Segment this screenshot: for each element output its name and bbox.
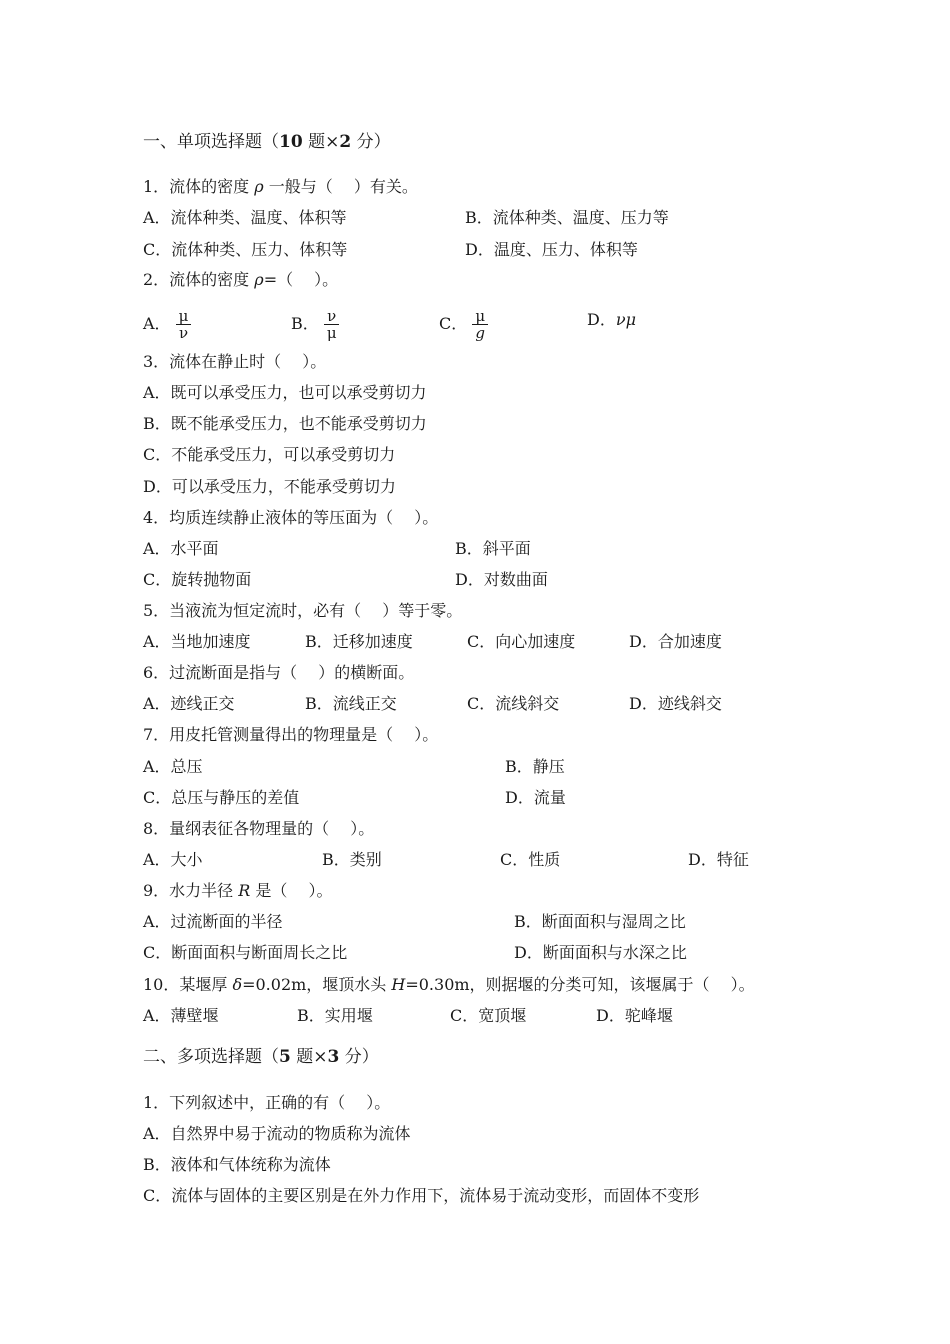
question-7-option-b: B．静压 [505, 757, 565, 776]
question-5-stem: 5．当液流为恒定流时，必有（ ）等于零。 [143, 601, 463, 620]
multi-question-1-option-b: B．液体和气体统称为流体 [143, 1155, 331, 1174]
question-8-stem: 8．量纲表征各物理量的（ ）。 [143, 819, 375, 838]
question-10-option-d: D．驼峰堰 [596, 1006, 673, 1025]
question-6-option-b: B．流线正交 [305, 694, 397, 713]
question-9-option-b: B．断面面积与湿周之比 [514, 912, 686, 931]
question-3-option-d: D．可以承受压力，不能承受剪切力 [143, 477, 396, 496]
question-5-option-d: D．合加速度 [629, 632, 722, 651]
section-1-title: 一、单项选择题（10 题×2 分） [143, 132, 391, 152]
question-6-option-d: D．迹线斜交 [629, 694, 722, 713]
question-8-option-b: B．类别 [322, 850, 382, 869]
question-3-option-a: A．既可以承受压力，也可以承受剪切力 [143, 383, 427, 402]
multi-question-1-option-c: C．流体与固体的主要区别是在外力作用下，流体易于流动变形，而固体不变形 [143, 1186, 700, 1205]
question-3-stem: 3．流体在静止时（ ）。 [143, 352, 327, 371]
question-3-option-b: B．既不能承受压力，也不能承受剪切力 [143, 414, 427, 433]
question-2-stem: 2．流体的密度 ρ=（ ）。 [143, 270, 339, 289]
question-8-option-d: D．特征 [688, 850, 749, 869]
fraction-mu-over-g: $\frac{\mu}{g}$ [472, 308, 488, 341]
question-10-option-a: A．薄壁堰 [143, 1006, 219, 1025]
question-2-option-b: B． $\frac{\nu}{\mu}$ [291, 308, 340, 328]
question-1-option-c: C．流体种类、压力、体积等 [143, 240, 348, 259]
question-10-option-c: C．宽顶堰 [450, 1006, 527, 1025]
question-4-option-d: D．对数曲面 [455, 570, 548, 589]
multi-question-1-option-a: A．自然界中易于流动的物质称为流体 [143, 1124, 411, 1143]
question-1-option-a: A．流体种类、温度、体积等 [143, 208, 347, 227]
question-1-stem: 1．流体的密度 ρ 一般与（ ）有关。 [143, 177, 418, 196]
question-5-option-c: C．向心加速度 [467, 632, 576, 651]
question-3-option-c: C．不能承受压力，可以承受剪切力 [143, 445, 396, 464]
question-7-stem: 7．用皮托管测量得出的物理量是（ ）。 [143, 725, 439, 744]
question-1-option-d: D．温度、压力、体积等 [465, 240, 638, 259]
question-4-stem: 4．均质连续静止液体的等压面为（ ）。 [143, 508, 439, 527]
question-4-option-b: B．斜平面 [455, 539, 531, 558]
question-10-option-b: B．实用堰 [297, 1006, 373, 1025]
question-5-option-b: B．迁移加速度 [305, 632, 413, 651]
question-9-option-c: C．断面面积与断面周长之比 [143, 943, 348, 962]
question-4-option-a: A．水平面 [143, 539, 219, 558]
question-7-option-d: D．流量 [505, 788, 566, 807]
question-10-stem: 10．某堰厚 δ=0.02m，堰顶水头 H=0.30m，则据堰的分类可知，该堰属于（ ）。 [143, 975, 755, 994]
question-7-option-c: C．总压与静压的差值 [143, 788, 300, 807]
question-2-option-d: D．νμ [587, 310, 636, 329]
question-8-option-c: C．性质 [500, 850, 561, 869]
fraction-nu-over-mu: $\frac{\nu}{\mu}$ [324, 308, 340, 341]
question-2-option-c: C． $\frac{\mu}{g}$ [439, 308, 488, 328]
question-7-option-a: A．总压 [143, 757, 203, 776]
question-9-option-d: D．断面面积与水深之比 [514, 943, 687, 962]
section-2-title: 二、多项选择题（5 题×3 分） [143, 1047, 379, 1067]
question-6-option-c: C．流线斜交 [467, 694, 560, 713]
question-9-option-a: A．过流断面的半径 [143, 912, 283, 931]
question-6-stem: 6．过流断面是指与（ ）的横断面。 [143, 663, 415, 682]
question-5-option-a: A．当地加速度 [143, 632, 251, 651]
question-1-option-b: B．流体种类、温度、压力等 [465, 208, 669, 227]
question-2-option-a: A． $\frac{\mu}{\nu}$ [143, 308, 191, 328]
question-4-option-c: C．旋转抛物面 [143, 570, 252, 589]
question-9-stem: 9．水力半径 R 是（ ）。 [143, 881, 333, 900]
fraction-mu-over-nu: $\frac{\mu}{\nu}$ [176, 308, 192, 341]
multi-question-1-stem: 1．下列叙述中，正确的有（ ）。 [143, 1093, 391, 1112]
question-6-option-a: A．迹线正交 [143, 694, 235, 713]
question-8-option-a: A．大小 [143, 850, 203, 869]
